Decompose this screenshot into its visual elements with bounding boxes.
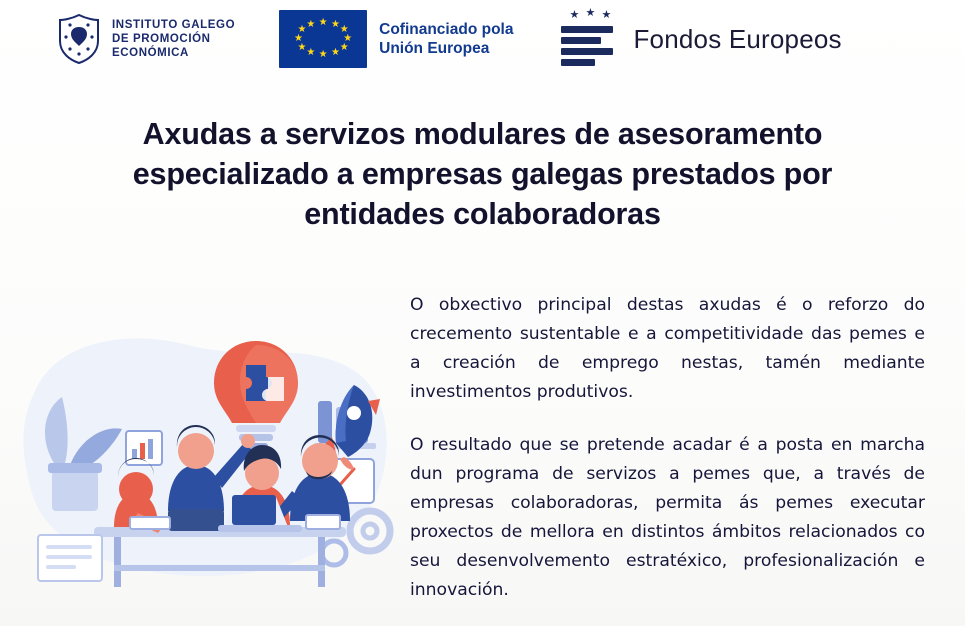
- eu-logo-line-1: Cofinanciado pola: [379, 21, 514, 38]
- european-union-logo: [279, 10, 513, 68]
- paper-bottom-left: [38, 535, 102, 581]
- gear-small-icon: [322, 541, 346, 565]
- eu-logo-text: [379, 20, 513, 58]
- body-text: [410, 281, 935, 605]
- page-title-line-3: entidades colaboradoras: [304, 197, 661, 232]
- igape-logo-line-3: ECONÓMICA: [112, 47, 189, 59]
- igape-logo: [56, 13, 235, 65]
- igape-logo-line-2: DE PROMOCIÓN: [112, 33, 211, 45]
- team-brainstorming-illustration: [18, 281, 410, 601]
- gear-icon: [350, 511, 390, 551]
- page-title-line-2: especializado a empresas galegas prestados por: [132, 157, 833, 192]
- paragraph-1: O obxectivo principal destas axudas é o reforzo do crecemento sustentable e a competitividade das pemes e a creación de emprego nestas, tamén mediante investimentos produtivos.: [410, 294, 925, 402]
- page-title: [0, 92, 965, 234]
- igape-logo-text: [112, 18, 235, 60]
- fondos-europeos-mark-icon: ★ ★ ★: [557, 10, 621, 68]
- page-title-line-1: Axudas a servizos modulares de asesoramento: [142, 117, 823, 152]
- paragraph-2: O resultado que se pretende acadar é a posta en marcha dun programa de servizos a pemes que, a través de empresas colaboradoras, permita ás pemes executar proxectos de mellora en distintos ámbitos relacionados co seu desenvolvemento estratéxico, profesionalización e innovación.: [410, 434, 925, 600]
- fondos-europeos-text: Fondos Europeos: [633, 23, 842, 54]
- content-area: [0, 255, 965, 605]
- eu-logo-line-2: Unión Europea: [379, 40, 490, 57]
- fondos-europeos-logo: [557, 7, 842, 68]
- eu-flag-icon: ★ ★ ★ ★ ★ ★ ★ ★ ★ ★ ★ ★: [279, 10, 367, 68]
- igape-logo-line-1: INSTITUTO GALEGO: [112, 19, 236, 31]
- galicia-coat-of-arms-icon: [56, 13, 102, 65]
- logo-bar: [0, 0, 965, 72]
